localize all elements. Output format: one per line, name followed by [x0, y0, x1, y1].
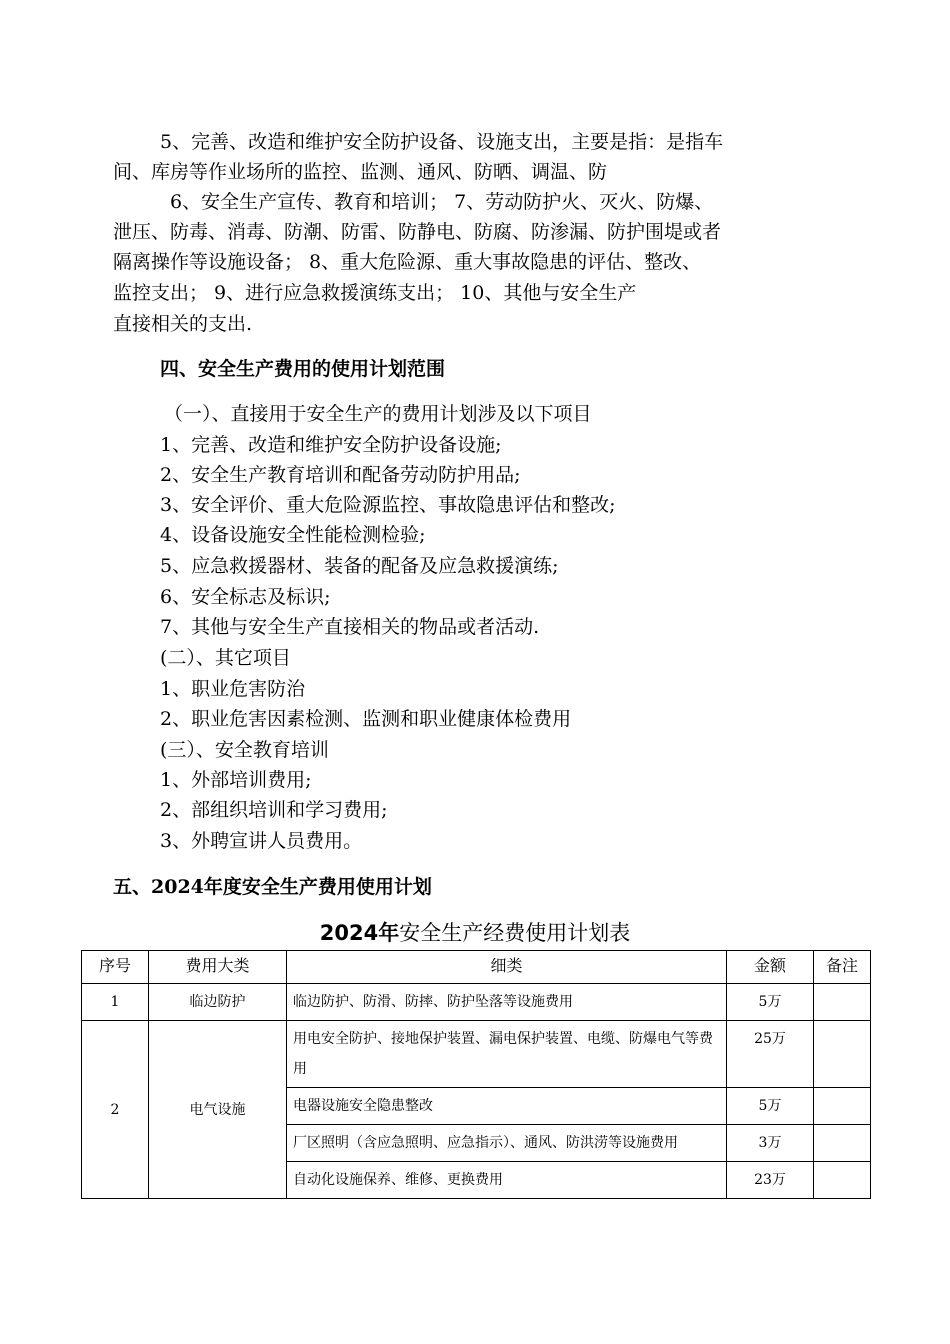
detail-cell: 用电安全防护、接地保护装置、漏电保护装置、电缆、防爆电气等费用: [287, 1021, 727, 1088]
list-item: 5、应急救援器材、装备的配备及应急救援演练;: [160, 555, 559, 577]
amount-cell: 5万: [727, 1088, 814, 1125]
row-number: 1: [82, 984, 149, 1021]
list-item: 2、职业危害因素检测、监测和职业健康体检费用: [160, 708, 572, 730]
amount-cell: 3万: [727, 1125, 814, 1162]
paragraph-line: 泄压、防毒、消毒、防潮、防雷、防静电、防腐、防渗漏、防护围堤或者: [113, 221, 722, 243]
column-header: 金额: [727, 951, 814, 984]
row-number: 2: [82, 1021, 149, 1199]
paragraph-line: 监控支出； 9、进行应急救援演练支出； 10、其他与安全生产: [113, 282, 637, 304]
list-item: 6、安全标志及标识;: [160, 586, 331, 608]
list-item: 1、完善、改造和维护安全防护设备设施;: [160, 434, 502, 456]
list-item: 7、其他与安全生产直接相关的物品或者活动.: [160, 616, 540, 638]
detail-cell: 电器设施安全隐患整改: [287, 1088, 727, 1125]
category-cell: 临边防护: [149, 984, 287, 1021]
paragraph-line: 5、完善、改造和维护安全防护设备、设施支出，主要是指：是指车: [160, 131, 724, 153]
group-3-title: (三）、安全教育培训: [160, 739, 329, 761]
note-cell: [814, 1125, 871, 1162]
list-item: 4、设备设施安全性能检测检验;: [160, 524, 426, 546]
column-header: 备注: [814, 951, 871, 984]
paragraph-line: 6、安全生产宣传、教育和培训； 7、劳动防护火、灭火、防爆、: [170, 191, 714, 213]
list-item: 1、外部培训费用;: [160, 769, 312, 791]
category-cell: 电气设施: [149, 1021, 287, 1199]
table-title-year: 2024年: [319, 921, 400, 945]
expense-plan-table: [81, 950, 871, 1199]
list-item: 3、外聘宣讲人员费用。: [160, 830, 363, 852]
table-row: [82, 1021, 871, 1088]
paragraph-line: 间、库房等作业场所的监控、监测、通风、防晒、调温、防: [113, 161, 608, 183]
table-row: [82, 984, 871, 1021]
section-4-heading: 四、安全生产费用的使用计划范围: [160, 358, 446, 380]
list-item: 2、安全生产教育培训和配备劳动防护用品;: [160, 464, 521, 486]
note-cell: [814, 984, 871, 1021]
note-cell: [814, 1088, 871, 1125]
amount-cell: 5万: [727, 984, 814, 1021]
detail-cell: 自动化设施保养、维修、更换费用: [287, 1162, 727, 1199]
detail-cell: 临边防护、防滑、防摔、防护坠落等设施费用: [287, 984, 727, 1021]
section-5-heading: 五、2024年度安全生产费用使用计划: [113, 876, 432, 898]
column-header: 序号: [82, 951, 149, 984]
amount-cell: 23万: [727, 1162, 814, 1199]
list-item: 2、部组织培训和学习费用;: [160, 799, 388, 821]
note-cell: [814, 1021, 871, 1088]
detail-cell: 厂区照明（含应急照明、应急指示）、通风、防洪涝等设施费用: [287, 1125, 727, 1162]
list-item: 1、职业危害防治: [160, 678, 306, 700]
column-header: 费用大类: [149, 951, 287, 984]
table-title: [0, 918, 950, 948]
table-header-row: [82, 951, 871, 984]
column-header: 细类: [287, 951, 727, 984]
amount-cell: 25万: [727, 1021, 814, 1088]
table-title-text: 安全生产经费使用计划表: [399, 921, 631, 945]
paragraph-line: 隔离操作等设施设备； 8、重大危险源、重大事故隐患的评估、整改、: [113, 251, 702, 273]
list-item: 3、安全评价、重大危险源监控、事故隐患评估和整改;: [160, 494, 616, 516]
group-2-title: (二）、其它项目: [160, 647, 291, 669]
note-cell: [814, 1162, 871, 1199]
group-1-title: （一）、直接用于安全生产的费用计划涉及以下项目: [164, 403, 592, 425]
paragraph-line: 直接相关的支出.: [113, 313, 253, 335]
